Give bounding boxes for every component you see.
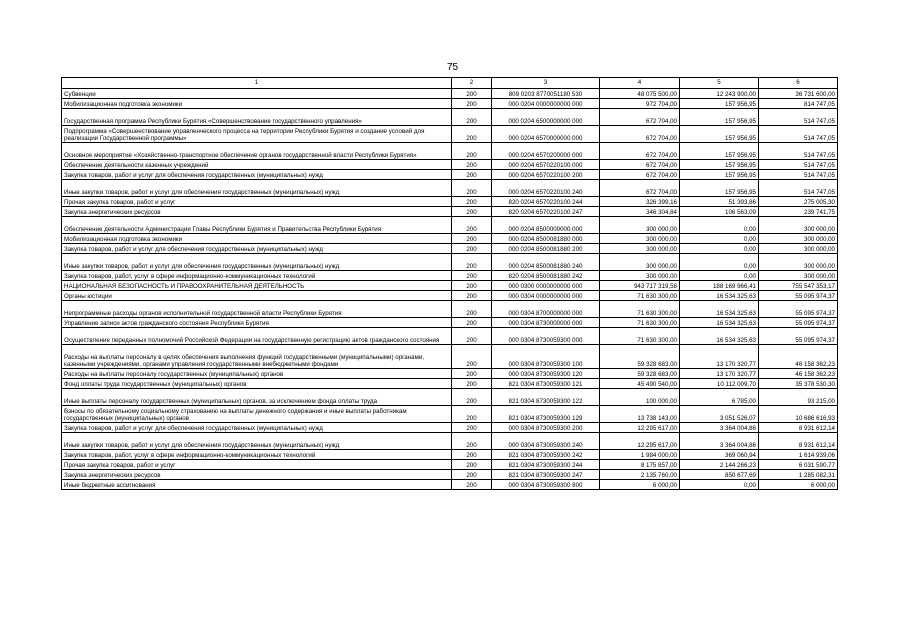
cell-approved: 672 704,00	[600, 109, 680, 126]
cell-executed: 0,00	[680, 234, 759, 244]
cell-line-code: 200	[452, 244, 492, 254]
cell-approved: 59 328 683,00	[600, 369, 680, 379]
cell-approved: 672 704,00	[600, 180, 680, 197]
cell-executed: 3 364 004,86	[680, 423, 759, 433]
cell-remaining: 6 031 590,77	[759, 460, 838, 470]
cell-classification-code: 000 0304 0000000000 000	[492, 291, 600, 301]
cell-line-code: 200	[452, 291, 492, 301]
cell-line-code: 200	[452, 254, 492, 271]
cell-approved: 300 000,00	[600, 217, 680, 234]
cell-remaining: 1 614 939,06	[759, 450, 838, 460]
cell-executed: 157 956,95	[680, 109, 759, 126]
cell-classification-code: 000 0204 6570220100 200	[492, 170, 600, 180]
cell-classification-code: 000 0204 6570200000 000	[492, 143, 600, 160]
cell-remaining: 814 747,05	[759, 99, 838, 109]
cell-remaining: 300 000,00	[759, 254, 838, 271]
cell-remaining: 300 000,00	[759, 271, 838, 281]
cell-line-code: 200	[452, 301, 492, 318]
cell-executed: 188 169 966,41	[680, 281, 759, 291]
cell-approved: 300 000,00	[600, 254, 680, 271]
cell-name: Осуществление переданных полномочий Российской Федерации на государственную регистрацию актов гражданского состояния	[62, 328, 452, 345]
cell-approved: 300 000,00	[600, 234, 680, 244]
cell-line-code: 200	[452, 433, 492, 450]
cell-line-code: 200	[452, 406, 492, 423]
cell-approved: 71 630 300,00	[600, 318, 680, 328]
cell-remaining: 46 158 362,23	[759, 369, 838, 379]
cell-name: НАЦИОНАЛЬНАЯ БЕЗОПАСНОСТЬ И ПРАВООХРАНИТЕЛЬНАЯ ДЕЯТЕЛЬНОСТЬ	[62, 281, 452, 291]
cell-approved: 672 704,00	[600, 170, 680, 180]
table-row	[62, 301, 838, 318]
table-row	[62, 180, 838, 197]
cell-name: Управление записи актов гражданского состояния Республики Бурятия	[62, 318, 452, 328]
cell-remaining: 514 747,05	[759, 143, 838, 160]
cell-executed: 13 170 320,77	[680, 369, 759, 379]
table-row	[62, 480, 838, 490]
page-number: 75	[446, 62, 459, 73]
cell-executed: 6 785,00	[680, 389, 759, 406]
cell-line-code: 200	[452, 450, 492, 460]
cell-classification-code: 821 0304 8730059300 122	[492, 389, 600, 406]
cell-name: Закупка энергетических ресурсов	[62, 470, 452, 480]
cell-name: Иные закупки товаров, работ и услуг для обеспечения государственных (муниципальных) нужд	[62, 433, 452, 450]
table-row	[62, 271, 838, 281]
cell-name: Иные бюджетные ассигнования	[62, 480, 452, 490]
cell-executed: 2 144 266,23	[680, 460, 759, 470]
cell-remaining: 300 000,00	[759, 217, 838, 234]
cell-line-code: 200	[452, 271, 492, 281]
cell-executed: 0,00	[680, 480, 759, 490]
table-row	[62, 234, 838, 244]
cell-classification-code: 000 0304 8700000000 000	[492, 301, 600, 318]
table-row	[62, 160, 838, 170]
table-row	[62, 254, 838, 271]
cell-remaining: 10 686 616,93	[759, 406, 838, 423]
cell-line-code: 200	[452, 170, 492, 180]
cell-line-code: 200	[452, 143, 492, 160]
table-row	[62, 207, 838, 217]
cell-classification-code: 000 0204 8500081880 240	[492, 254, 600, 271]
cell-line-code: 200	[452, 217, 492, 234]
cell-approved: 943 717 319,58	[600, 281, 680, 291]
cell-executed: 157 956,95	[680, 143, 759, 160]
cell-approved: 300 000,00	[600, 271, 680, 281]
cell-remaining: 35 378 530,30	[759, 379, 838, 389]
cell-name: Взносы по обязательному социальному страхованию на выплаты денежного содержания и иные выплаты работникам государственных (муниципальных) органов	[62, 406, 452, 423]
cell-approved: 12 295 617,00	[600, 423, 680, 433]
table-row	[62, 328, 838, 345]
cell-approved: 45 490 540,00	[600, 379, 680, 389]
cell-line-code: 200	[452, 99, 492, 109]
cell-line-code: 200	[452, 328, 492, 345]
column-header-remaining: 6	[759, 78, 838, 89]
cell-remaining: 55 095 974,37	[759, 328, 838, 345]
cell-executed: 16 534 325,63	[680, 318, 759, 328]
cell-executed: 369 060,94	[680, 450, 759, 460]
cell-approved: 100 000,00	[600, 389, 680, 406]
cell-classification-code: 820 0204 8500081880 242	[492, 271, 600, 281]
table-row	[62, 369, 838, 379]
cell-remaining: 8 931 612,14	[759, 433, 838, 450]
cell-classification-code: 000 0300 0000000000 000	[492, 281, 600, 291]
cell-name: Прочая закупка товаров, работ и услуг	[62, 197, 452, 207]
column-header-executed: 5	[680, 78, 759, 89]
cell-name: Иные закупки товаров, работ и услуг для обеспечения государственных (муниципальных) нужд	[62, 254, 452, 271]
cell-line-code: 200	[452, 480, 492, 490]
cell-name: Основное мероприятие «Хозяйственно-транспортное обеспечение органов государственной власти Республики Бурятия»	[62, 143, 452, 160]
cell-approved: 6 000,00	[600, 480, 680, 490]
cell-approved: 71 630 300,00	[600, 291, 680, 301]
cell-classification-code: 000 0204 8500081880 000	[492, 234, 600, 244]
cell-approved: 2 135 760,00	[600, 470, 680, 480]
cell-approved: 48 075 500,00	[600, 89, 680, 99]
cell-executed: 0,00	[680, 244, 759, 254]
cell-classification-code: 000 0204 6570220100 000	[492, 160, 600, 170]
table-row	[62, 197, 838, 207]
table-row	[62, 345, 838, 369]
cell-classification-code: 000 0204 6570220100 240	[492, 180, 600, 197]
cell-classification-code: 821 0304 8730059300 129	[492, 406, 600, 423]
table-row	[62, 244, 838, 254]
table-row	[62, 281, 838, 291]
cell-name: Мобилизационная подготовка экономики	[62, 234, 452, 244]
cell-name: Прочая закупка товаров, работ и услуг	[62, 460, 452, 470]
table-row	[62, 109, 838, 126]
cell-approved: 8 175 857,00	[600, 460, 680, 470]
cell-executed: 0,00	[680, 254, 759, 271]
cell-remaining: 514 747,05	[759, 160, 838, 170]
cell-executed: 157 956,95	[680, 160, 759, 170]
cell-name: Закупка товаров, работ, услуг в сфере информационно-коммуникационных технологий	[62, 271, 452, 281]
cell-name: Субвенции	[62, 89, 452, 99]
cell-approved: 1 984 000,00	[600, 450, 680, 460]
cell-name: Иные закупки товаров, работ и услуг для обеспечения государственных (муниципальных) нужд	[62, 180, 452, 197]
cell-classification-code: 820 0204 6570220100 247	[492, 207, 600, 217]
cell-approved: 13 738 143,00	[600, 406, 680, 423]
table-row	[62, 126, 838, 143]
cell-name: Государственная программа Республики Бурятия «Совершенствование государственного управления»	[62, 109, 452, 126]
cell-approved: 672 704,00	[600, 160, 680, 170]
cell-classification-code: 000 0204 6570000000 000	[492, 126, 600, 143]
cell-remaining: 300 000,00	[759, 234, 838, 244]
cell-classification-code: 000 0304 8730059300 200	[492, 423, 600, 433]
table-row	[62, 389, 838, 406]
cell-classification-code: 821 0304 8730059300 247	[492, 470, 600, 480]
table-row	[62, 143, 838, 160]
cell-remaining: 8 931 612,14	[759, 423, 838, 433]
cell-name: Закупка товаров, работ и услуг для обеспечения государственных (муниципальных) нужд	[62, 244, 452, 254]
cell-approved: 672 704,00	[600, 143, 680, 160]
cell-approved: 12 295 617,00	[600, 433, 680, 450]
column-header-line-code: 2	[452, 78, 492, 89]
cell-line-code: 200	[452, 369, 492, 379]
cell-remaining: 6 000,00	[759, 480, 838, 490]
cell-classification-code: 000 0204 0000000000 000	[492, 99, 600, 109]
cell-approved: 326 399,16	[600, 197, 680, 207]
cell-name: Закупка товаров, работ и услуг для обеспечения государственных (муниципальных) нужд	[62, 170, 452, 180]
cell-name: Фонд оплаты труда государственных (муниципальных) органов	[62, 379, 452, 389]
cell-name: Закупка товаров, работ, услуг в сфере информационно-коммуникационных технологий	[62, 450, 452, 460]
cell-executed: 13 170 320,77	[680, 345, 759, 369]
cell-line-code: 200	[452, 89, 492, 99]
table-row	[62, 217, 838, 234]
table-row	[62, 99, 838, 109]
cell-remaining: 36 731 600,00	[759, 89, 838, 99]
cell-executed: 157 956,95	[680, 126, 759, 143]
cell-approved: 346 304,84	[600, 207, 680, 217]
cell-name: Подпрограмма «Совершенствование управленческого процесса на территории Республики Бурятия и создание условий для реализации Государственной программы»	[62, 126, 452, 143]
cell-remaining: 514 747,05	[759, 180, 838, 197]
cell-approved: 71 630 300,00	[600, 328, 680, 345]
table-row	[62, 433, 838, 450]
column-header-name: 1	[62, 78, 452, 89]
cell-executed: 51 393,86	[680, 197, 759, 207]
table-row	[62, 89, 838, 99]
cell-executed: 16 534 325,63	[680, 291, 759, 301]
table-row	[62, 406, 838, 423]
budget-table	[61, 77, 838, 490]
cell-approved: 59 328 683,00	[600, 345, 680, 369]
cell-remaining: 514 747,05	[759, 126, 838, 143]
cell-line-code: 200	[452, 318, 492, 328]
table-row	[62, 423, 838, 433]
cell-executed: 106 563,09	[680, 207, 759, 217]
cell-name: Органы юстиции	[62, 291, 452, 301]
cell-line-code: 200	[452, 470, 492, 480]
cell-line-code: 200	[452, 109, 492, 126]
cell-executed: 0,00	[680, 271, 759, 281]
table-row	[62, 450, 838, 460]
cell-line-code: 200	[452, 207, 492, 217]
table-row	[62, 291, 838, 301]
cell-classification-code: 000 0304 8730000000 000	[492, 318, 600, 328]
table-header-row	[62, 78, 838, 89]
cell-executed: 157 956,95	[680, 170, 759, 180]
table-body	[62, 89, 838, 490]
cell-name: Обеспечение деятельности казенных учреждений	[62, 160, 452, 170]
cell-classification-code: 821 0304 8730059300 121	[492, 379, 600, 389]
cell-remaining: 93 215,00	[759, 389, 838, 406]
cell-classification-code: 000 0204 8500000000 000	[492, 217, 600, 234]
cell-classification-code: 000 0304 8730059300 000	[492, 328, 600, 345]
cell-remaining: 514 747,05	[759, 109, 838, 126]
cell-classification-code: 000 0204 8500081880 200	[492, 244, 600, 254]
cell-approved: 71 630 300,00	[600, 301, 680, 318]
cell-name: Мобилизационная подготовка экономики	[62, 99, 452, 109]
cell-executed: 0,00	[680, 217, 759, 234]
cell-executed: 16 534 325,63	[680, 301, 759, 318]
cell-remaining: 55 095 974,37	[759, 318, 838, 328]
cell-executed: 850 677,69	[680, 470, 759, 480]
table-row	[62, 318, 838, 328]
cell-classification-code: 000 0304 8730059300 100	[492, 345, 600, 369]
cell-classification-code: 000 0304 8730059300 240	[492, 433, 600, 450]
cell-line-code: 200	[452, 460, 492, 470]
cell-line-code: 200	[452, 180, 492, 197]
cell-classification-code: 000 0304 8730059300 800	[492, 480, 600, 490]
cell-line-code: 200	[452, 389, 492, 406]
cell-remaining: 755 547 353,17	[759, 281, 838, 291]
cell-name: Закупка товаров, работ и услуг для обеспечения государственных (муниципальных) нужд	[62, 423, 452, 433]
table-row	[62, 470, 838, 480]
cell-remaining: 55 095 974,37	[759, 301, 838, 318]
cell-line-code: 200	[452, 197, 492, 207]
cell-classification-code: 000 0204 6500000000 000	[492, 109, 600, 126]
cell-name: Непрограммные расходы органов исполнительной государственной власти Республики Бурятия	[62, 301, 452, 318]
cell-name: Закупка энергетических ресурсов	[62, 207, 452, 217]
cell-executed: 16 534 325,63	[680, 328, 759, 345]
cell-classification-code: 809 0203 8770051180 530	[492, 89, 600, 99]
cell-remaining: 239 741,75	[759, 207, 838, 217]
table-row	[62, 379, 838, 389]
cell-approved: 972 704,00	[600, 99, 680, 109]
cell-remaining: 46 158 362,23	[759, 345, 838, 369]
cell-name: Расходы на выплаты персоналу в целях обеспечения выполнения функций государственными (муниципальными) органами, казенными учреждениями, органами управления государственными внебюджетными фондами	[62, 345, 452, 369]
column-header-classification-code: 3	[492, 78, 600, 89]
cell-line-code: 200	[452, 423, 492, 433]
cell-line-code: 200	[452, 160, 492, 170]
cell-classification-code: 000 0304 8730059300 120	[492, 369, 600, 379]
cell-executed: 12 243 900,00	[680, 89, 759, 99]
cell-line-code: 200	[452, 379, 492, 389]
column-header-approved: 4	[600, 78, 680, 89]
cell-approved: 672 704,00	[600, 126, 680, 143]
cell-line-code: 200	[452, 281, 492, 291]
cell-remaining: 1 285 082,31	[759, 470, 838, 480]
cell-remaining: 275 005,30	[759, 197, 838, 207]
cell-classification-code: 821 0304 8730059300 242	[492, 450, 600, 460]
cell-remaining: 514 747,05	[759, 170, 838, 180]
cell-line-code: 200	[452, 126, 492, 143]
cell-classification-code: 821 0304 8730059300 244	[492, 460, 600, 470]
cell-approved: 300 000,00	[600, 244, 680, 254]
cell-name: Расходы на выплаты персоналу государственных (муниципальных) органов	[62, 369, 452, 379]
cell-line-code: 200	[452, 234, 492, 244]
cell-executed: 10 112 009,70	[680, 379, 759, 389]
cell-name: Обеспечение деятельности Администрации Главы Республики Бурятия и Правительства Республики Бурятия	[62, 217, 452, 234]
cell-remaining: 300 000,00	[759, 244, 838, 254]
cell-name: Иные выплаты персоналу государственных (муниципальных) органов, за исключением фонда оплаты труда	[62, 389, 452, 406]
table-row	[62, 460, 838, 470]
cell-remaining: 55 095 974,37	[759, 291, 838, 301]
cell-executed: 3 051 526,07	[680, 406, 759, 423]
cell-executed: 157 956,95	[680, 99, 759, 109]
cell-executed: 157 956,95	[680, 180, 759, 197]
table-row	[62, 170, 838, 180]
cell-classification-code: 820 0204 6570220100 244	[492, 197, 600, 207]
cell-line-code: 200	[452, 345, 492, 369]
cell-executed: 3 364 004,86	[680, 433, 759, 450]
